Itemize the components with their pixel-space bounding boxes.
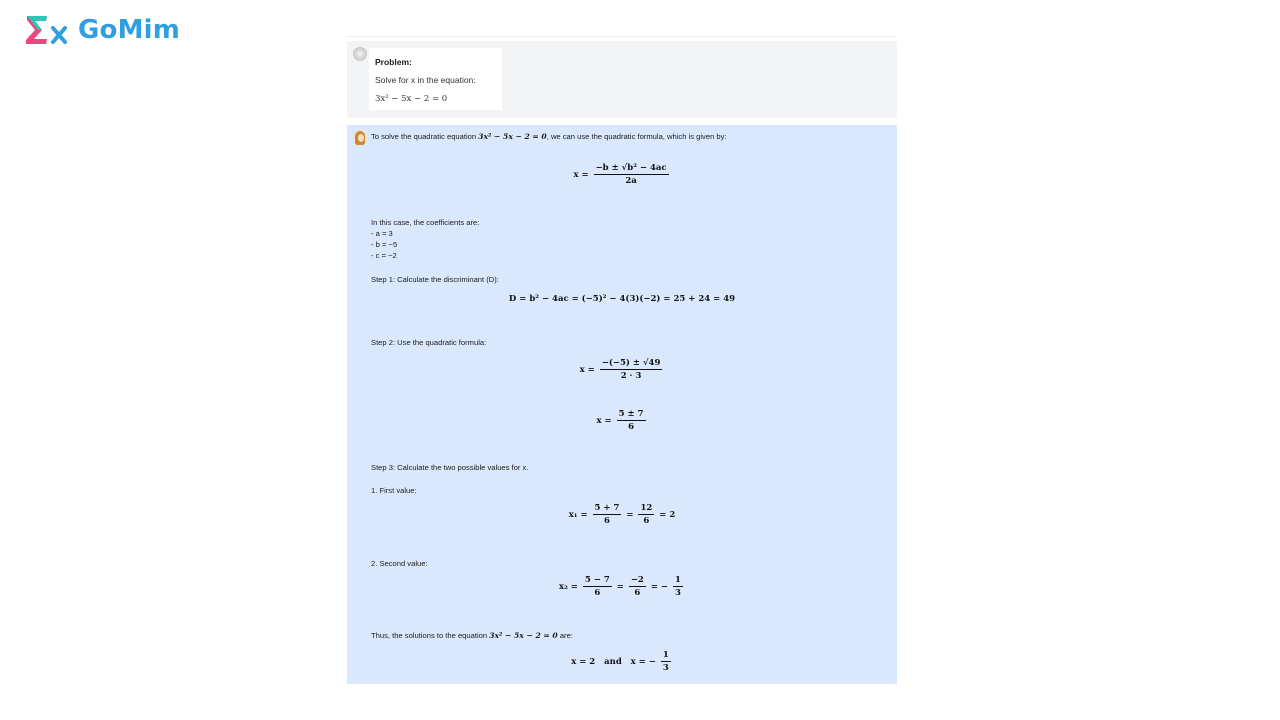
user-message — [347, 41, 897, 118]
quadratic-formula: x = $\frac{\text{−b ± √b² − 4ac}}{2a}$ — [573, 163, 667, 186]
gomim-logo[interactable] — [24, 12, 180, 48]
coefficient-c: - c = −2 — [371, 251, 397, 260]
step2-equation-1: x = $\frac{-(-5) \pm √49}{2 \cdot 3}$ — [579, 358, 661, 381]
problem-prompt: Solve for x in the equation: — [375, 75, 476, 85]
intro-text: To solve the quadratic equation 3x² − 5x − 2 = 0, we can use the quadratic formula, which is given by: — [371, 132, 727, 141]
coefficients-intro: In this case, the coefficients are: — [371, 218, 480, 227]
assistant-message — [347, 125, 897, 684]
problem-card — [369, 48, 502, 110]
assistant-avatar-icon — [353, 130, 367, 146]
discriminant-equation: D = b² − 4ac = (−5)² − 4(3)(−2) = 25 + 24 = 49 — [508, 294, 736, 304]
step2-label: Step 2: Use the quadratic formula: — [371, 338, 487, 347]
coefficient-a: - a = 3 — [371, 229, 393, 238]
brand-name: GoMim — [78, 15, 181, 45]
first-value-label: 1. First value: — [371, 486, 417, 495]
final-solutions: x = 2 and x = − $\frac{1}{3}$ — [571, 650, 669, 673]
step3-label: Step 3: Calculate the two possible values for x. — [371, 463, 529, 472]
intro-equation: 3x² − 5x − 2 = 0 — [478, 132, 547, 141]
divider — [347, 36, 897, 37]
step1-label: Step 1: Calculate the discriminant (D): — [371, 275, 499, 284]
sigma-x-logo-icon — [24, 12, 72, 48]
chat-thread — [347, 36, 897, 673]
user-avatar-icon — [353, 47, 367, 61]
conclusion-text: Thus, the solutions to the equation 3x² − 5x − 2 = 0 are: — [371, 631, 573, 640]
first-value-equation: x₁ = $\frac{5 + 7}{6}$ = $\frac{12}{6}$ = 2 — [568, 503, 676, 526]
problem-equation: 3x² − 5x − 2 = 0 — [375, 94, 448, 104]
second-value-label: 2. Second value: — [371, 559, 428, 568]
problem-title: Problem: — [375, 57, 412, 67]
conclusion-equation: 3x² − 5x − 2 = 0 — [489, 631, 558, 640]
second-value-equation: x₂ = $\frac{5 - 7}{6}$ = $\frac{-2}{6}$ = − $\frac{1}{3}$ — [559, 575, 681, 598]
step2-equation-2: x = $\frac{5 \pm 7}{6}$ — [596, 409, 644, 432]
coefficient-b: - b = −5 — [371, 240, 398, 249]
